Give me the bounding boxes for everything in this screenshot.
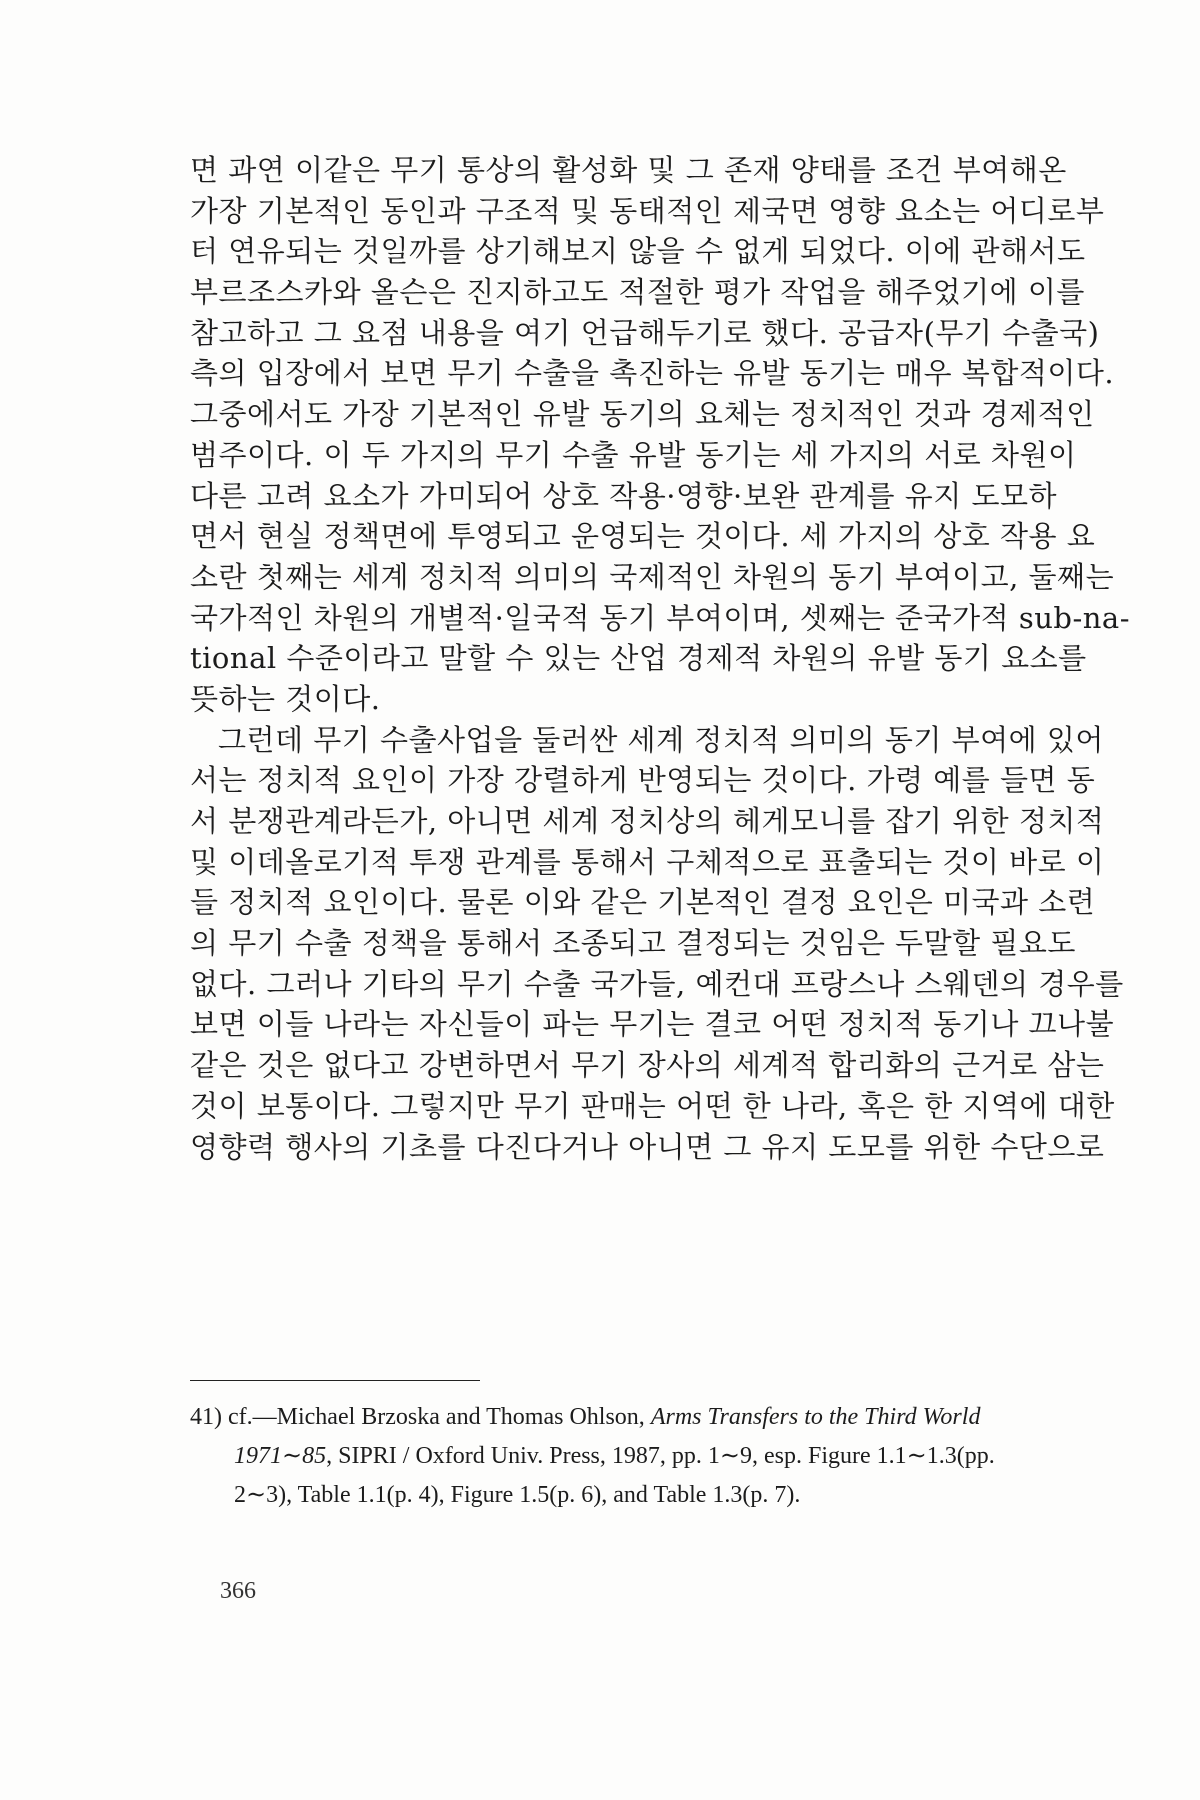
text-line: 소란 첫째는 세계 정치적 의미의 국제적인 차원의 동기 부여이고, 둘째는: [190, 559, 1115, 594]
text-line: 들 정치적 요인이다. 물론 이와 같은 기본적인 결정 요인은 미국과 소련: [190, 885, 1096, 920]
footnote-line: 2∼3), Table 1.1(p. 4), Figure 1.5(p. 6), and Table 1.3(p. 7).: [234, 1482, 801, 1508]
footnote-41: [190, 1398, 1080, 1515]
footnote-title-part-a: Arms Transfers to the Third World: [650, 1404, 981, 1430]
text-line: 없다. 그러나 기타의 무기 수출 국가들, 예컨대 프랑스나 스웨덴의 경우를: [190, 966, 1124, 1001]
text-line: 측의 입장에서 보면 무기 수출을 촉진하는 유발 동기는 매우 복합적이다.: [190, 356, 1115, 391]
text-line: 가장 기본적인 동인과 구조적 및 동태적인 제국면 영향 요소는 어디로부: [190, 193, 1105, 228]
text-line: 면 과연 이같은 무기 통상의 활성화 및 그 존재 양태를 조건 부여해온: [190, 153, 1067, 187]
footnote-publication: , SIPRI / Oxford Univ. Press, 1987, pp. 1∼9, esp. Figure 1.1∼1.3(pp.: [326, 1443, 995, 1469]
text-line: 범주이다. 이 두 가지의 무기 수출 유발 동기는 세 가지의 서로 차원이: [190, 437, 1077, 472]
footnote-line: [190, 1398, 1080, 1437]
text-line: 의 무기 수출 정책을 통해서 조종되고 결정되는 것임은 두말할 필요도: [190, 926, 1076, 961]
text-line: 국가적인 차원의 개별적·일국적 동기 부여이며, 셋째는 준국가적 sub-na-: [190, 600, 1131, 635]
text-line: 보면 이들 나라는 자신들이 파는 무기는 결코 어떤 정치적 동기나 끄나불: [190, 1007, 1115, 1042]
text-line: 터 연유되는 것일까를 상기해보지 않을 수 없게 되었다. 이에 관해서도: [190, 234, 1086, 269]
footnote-prefix: cf.—Michael Brzoska and Thomas Ohlson,: [228, 1404, 651, 1430]
paragraph-first-line: 그런데 무기 수출사업을 둘러싼 세계 정치적 의미의 동기 부여에 있어: [218, 722, 1104, 757]
text-line: 및 이데올로기적 투쟁 관계를 통해서 구체적으로 표출되는 것이 바로 이: [190, 844, 1105, 879]
text-line: 같은 것은 없다고 강변하면서 무기 장사의 세계적 합리화의 근거로 삼는: [190, 1048, 1105, 1083]
footnote-title-part-b: 1971∼85: [234, 1443, 327, 1469]
footnote-number: 41): [190, 1404, 222, 1430]
text-line: 참고하고 그 요점 내용을 여기 언급해두기로 했다. 공급자(무기 수출국): [190, 315, 1100, 350]
text-line: 다른 고려 요소가 가미되어 상호 작용·영향·보완 관계를 유지 도모하: [190, 478, 1058, 513]
main-body-text: [190, 150, 1131, 1167]
footnote-line: [190, 1437, 1080, 1476]
text-line: 서는 정치적 요인이 가장 강렬하게 반영되는 것이다. 가령 예를 들면 동: [190, 763, 1096, 798]
text-line: 서 분쟁관계라든가, 아니면 세계 정치상의 헤게모니를 잡기 위한 정치적: [190, 804, 1105, 838]
text-line: 영향력 행사의 기초를 다진다거나 아니면 그 유지 도모를 위한 수단으로: [190, 1129, 1105, 1164]
text-line: 뜻하는 것이다.: [190, 681, 381, 716]
text-line: tional 수준이라고 말할 수 있는 산업 경제적 차원의 유발 동기 요소를: [190, 641, 1087, 676]
text-line: 것이 보통이다. 그렇지만 무기 판매는 어떤 한 나라, 혹은 한 지역에 대한: [190, 1088, 1115, 1123]
footnote-divider: [190, 1380, 480, 1381]
text-line: 부르조스카와 올슨은 진지하고도 적절한 평가 작업을 해주었기에 이를: [190, 275, 1085, 310]
text-line: 면서 현실 정책면에 투영되고 운영되는 것이다. 세 가지의 상호 작용 요: [190, 519, 1096, 554]
page-number: 366: [220, 1578, 256, 1604]
text-line: 그중에서도 가장 기본적인 유발 동기의 요체는 정치적인 것과 경제적인: [190, 397, 1095, 432]
